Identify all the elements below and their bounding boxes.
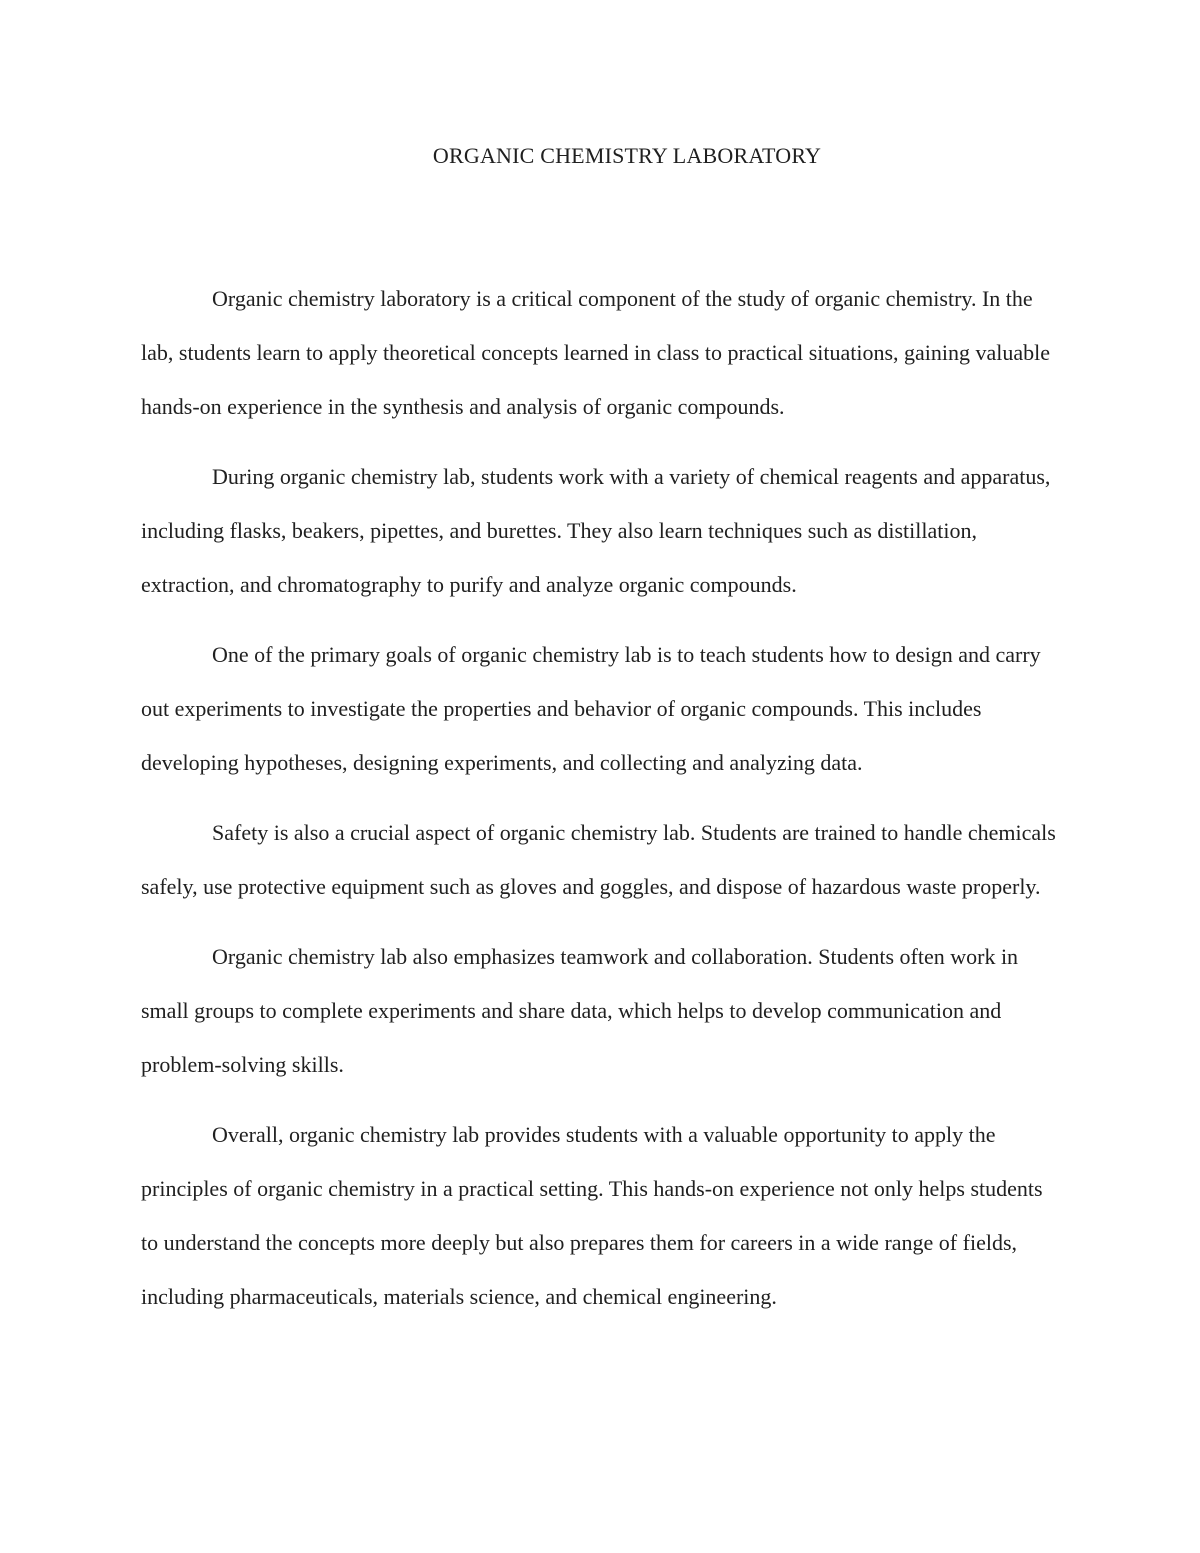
- paragraph-teamwork: Organic chemistry lab also emphasizes teamwork and collaboration. Students often work in small groups to complete experiments and share data, which helps to develop communication and problem-solving skills.: [141, 944, 1019, 1077]
- document-body: [141, 272, 1061, 1340]
- document-title: ORGANIC CHEMISTRY LABORATORY: [432, 143, 822, 168]
- paragraph-intro: Organic chemistry laboratory is a critical component of the study of organic chemistry. In the lab, students learn to apply theoretical concepts learned in class to practical situations, gaining valuable hands-on experience in the synthesis and analysis of organic compounds.: [141, 286, 1051, 419]
- paragraph-safety: Safety is also a crucial aspect of organic chemistry lab. Students are trained to handle chemicals safely, use protective equipment such as gloves and goggles, and dispose of hazardous waste properly.: [141, 820, 1056, 899]
- paragraph-conclusion: Overall, organic chemistry lab provides students with a valuable opportunity to apply the principles of organic chemistry in a practical setting. This hands-on experience not only helps students to understand the concepts more deeply but also prepares them for careers in a wide range of fields, including pharmaceuticals, materials science, and chemical engineering.: [141, 1122, 1043, 1309]
- paragraph-goals: One of the primary goals of organic chemistry lab is to teach students how to design and carry out experiments to investigate the properties and behavior of organic compounds. This includes developing hypotheses, designing experiments, and collecting and analyzing data.: [141, 642, 1041, 775]
- paragraph-equipment: During organic chemistry lab, students work with a variety of chemical reagents and apparatus, including flasks, beakers, pipettes, and burettes. They also learn techniques such as distillation, extraction, and chromatography to purify and analyze organic compounds.: [141, 464, 1051, 597]
